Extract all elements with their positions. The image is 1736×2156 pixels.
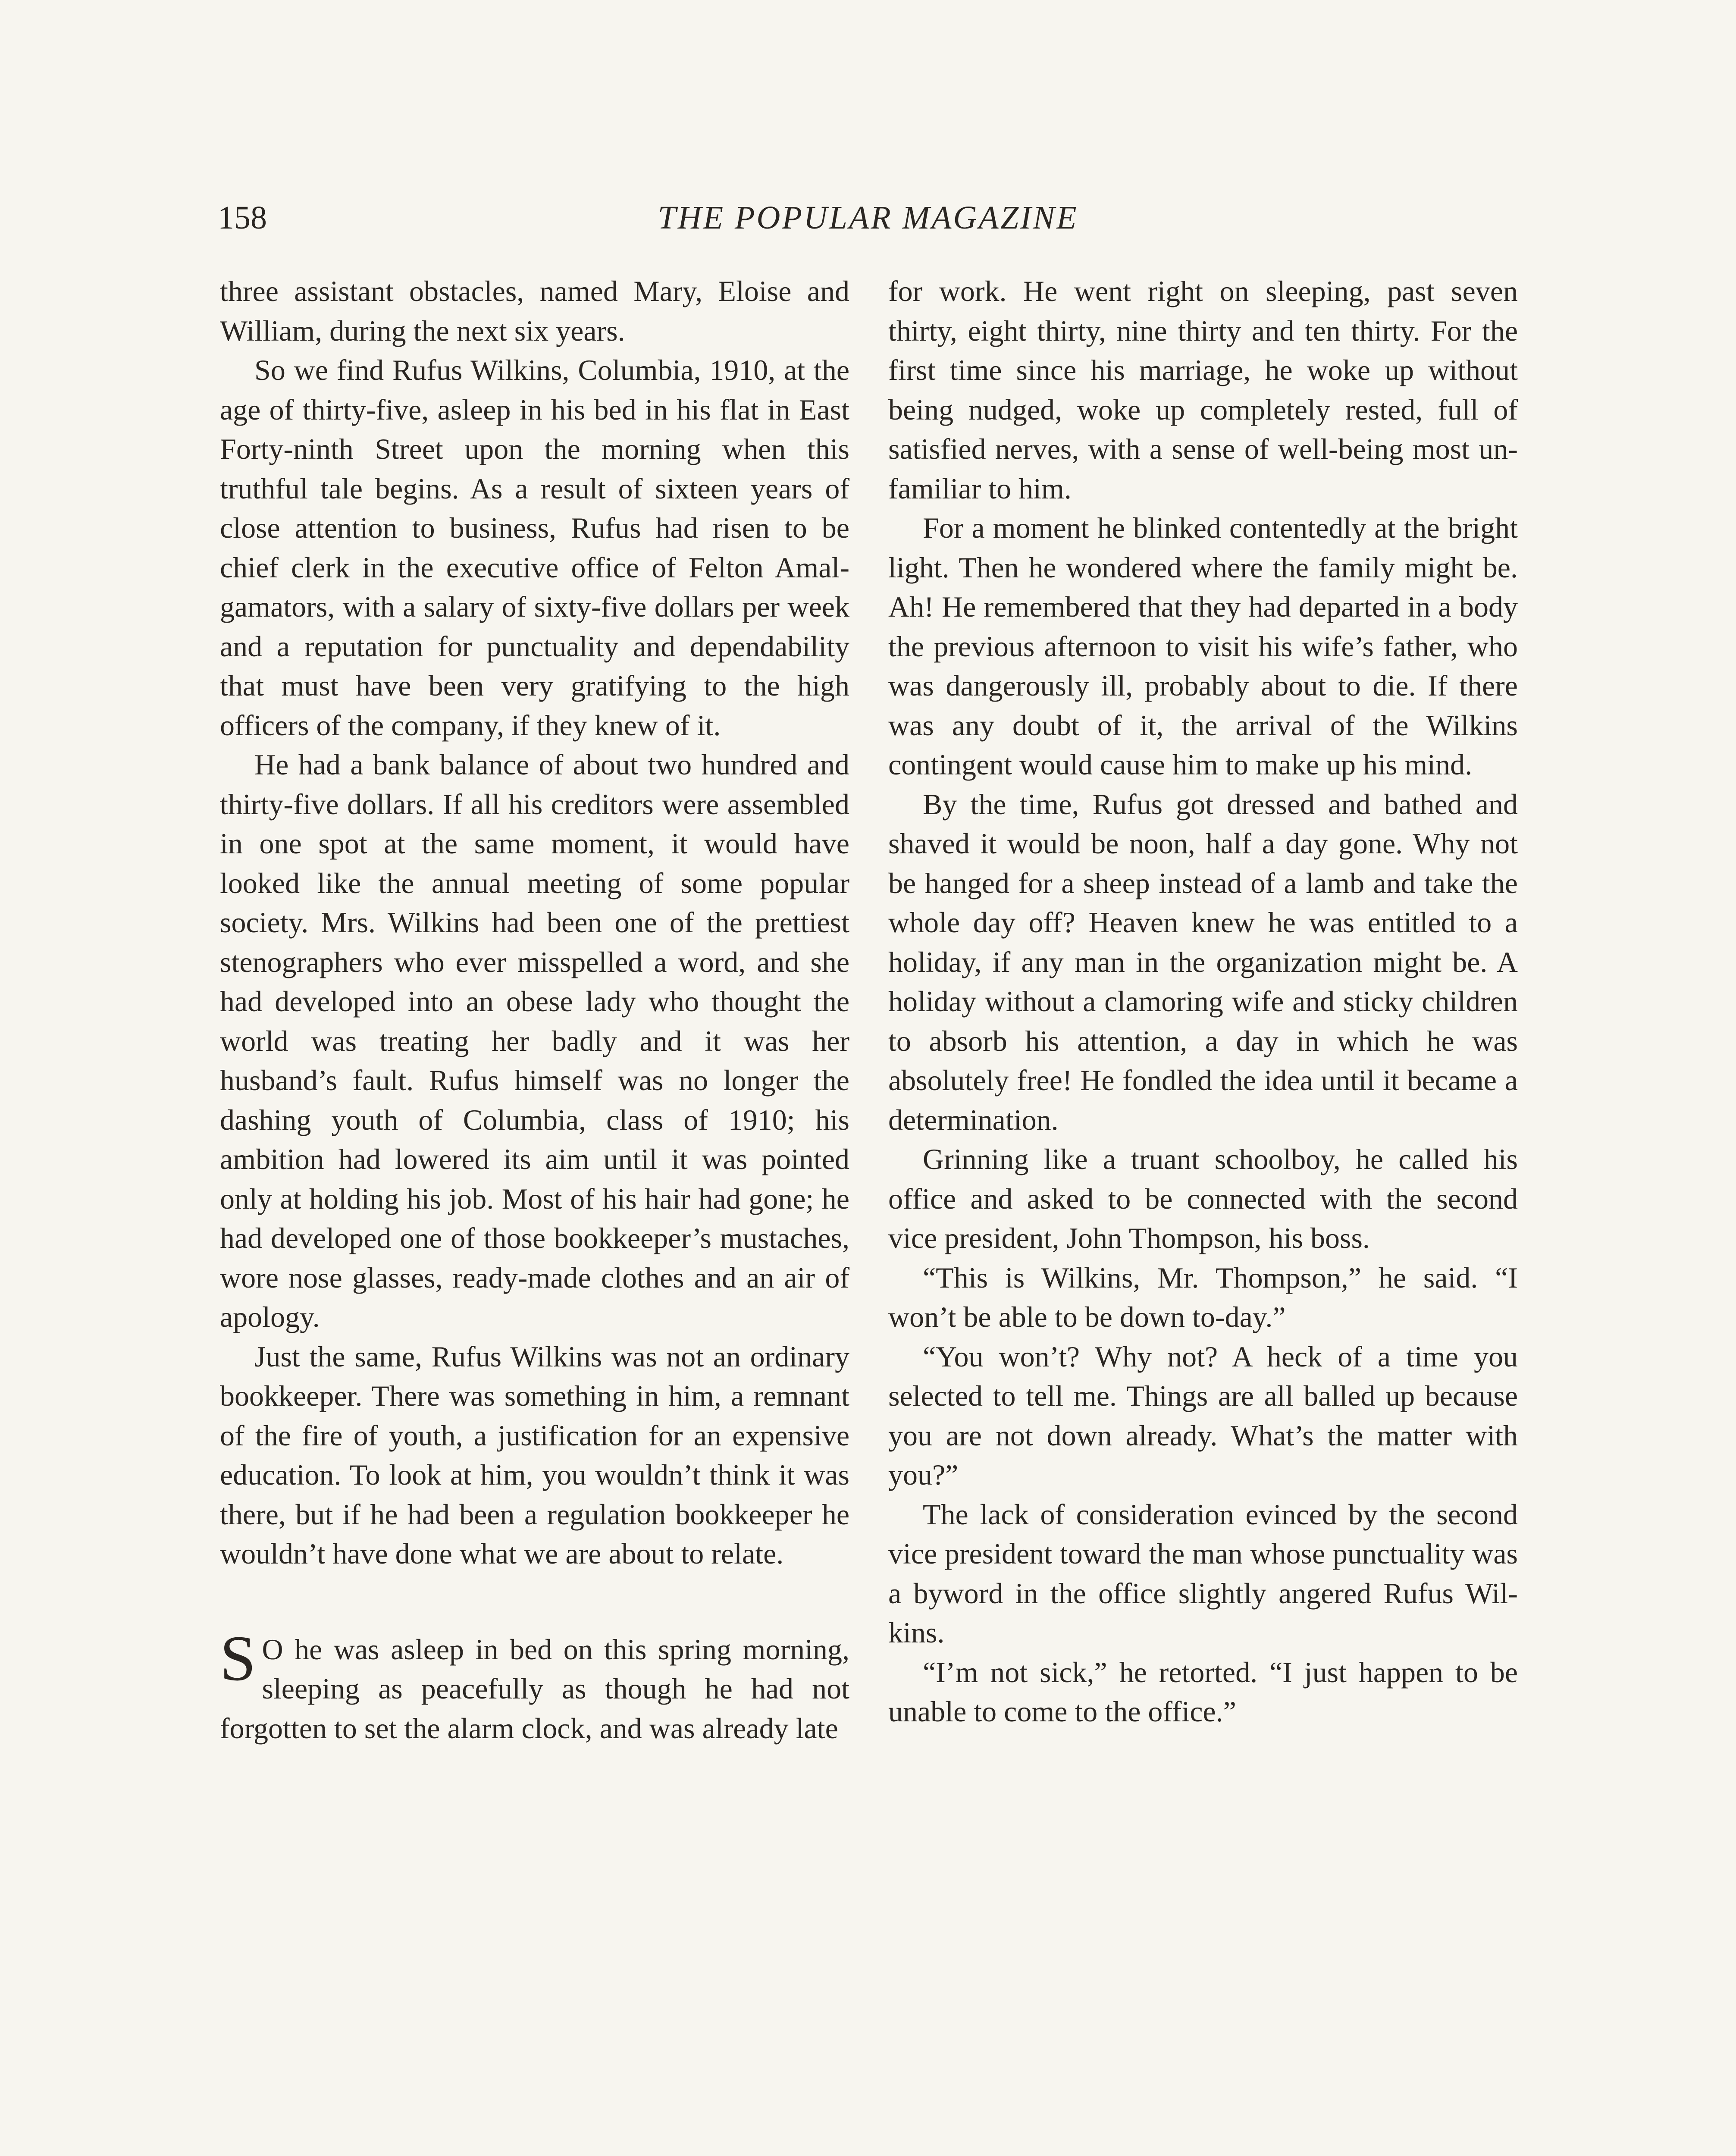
paragraph-text: O he was asleep in bed on this spring morning, sleeping as peacefully as though he had not forgotten to set the alarm clock, and was already late <box>220 1633 849 1745</box>
paragraph: “You won’t? Why not? A heck of a time you selected to tell me. Things are all balled up because you are not down already. What’s the matter with you?” <box>888 1340 1518 1491</box>
paragraph: The lack of consideration evinced by the second vice president toward the man whose punctuality was a byword in the office slightly angered Rufus Wilkins. <box>888 1498 1518 1649</box>
running-head: THE POPULAR MAGAZINE <box>658 200 1078 236</box>
section-opening-paragraph <box>220 1622 849 1749</box>
paragraph: for work. He went right on sleeping, past seven thirty, eight thirty, nine thirty and ten thirty. For the first time since his marriage, he woke up without being nudged, woke up completely rested, full of satisfied nerves, with a sense of well-being most unfamiliar to him. <box>888 275 1518 505</box>
paragraph: He had a bank balance of about two hundred and thirty-five dollars. If all his creditors were assembled in one spot at the same moment, it would have looked like the annual meeting of some popular society. Mrs. Wilkins had been one of the prettiest stenographers who ever misspelled a word, and she had developed into an obese lady who thought the world was treating her badly and it was her husband’s fault. Rufus himself was no longer the dashing youth of Columbia, class of 1910; his ambition had lowered its aim until it was pointed only at holding his job. Most of his hair had gone; he had developed one of those bookkeeper’s mustaches, wore nose glasses, ready-made clothes and an air of apology. <box>220 748 849 1333</box>
paragraph: Grinning like a truant schoolboy, he called his office and asked to be connected with the second vice president, John Thompson, his boss. <box>888 1143 1518 1254</box>
drop-cap: S <box>220 1622 256 1694</box>
paragraph: “This is Wilkins, Mr. Thompson,” he said. “I won’t be able to be down to-day.” <box>888 1261 1518 1333</box>
paragraph: For a moment he blinked contentedly at the bright light. Then he wondered where the family might be. Ah! He remembered that they had departed in a body the previous afternoon to visit his wife’s father, who was dangerously ill, probably about to die. If there was any doubt of it, the arrival of the Wilkins contingent would cause him to make up his mind. <box>888 511 1518 781</box>
paragraph: So we find Rufus Wilkins, Columbia, 1910, at the age of thirty-five, asleep in his bed in his flat in East Forty-ninth Street upon the morning when this truthful tale begins. As a result of sixteen years of close attention to business, Rufus had risen to be chief clerk in the executive office of Felton Amalgamators, with a salary of sixty-five dollars per week and a reputation for punctuality and dependability that must have been very gratifying to the high officers of the company, if they knew of it. <box>220 354 849 742</box>
paragraph: Just the same, Rufus Wilkins was not an ordinary bookkeeper. There was something in him, a remnant of the fire of youth, a justification for an expensive education. To look at him, you wouldn’t think it was there, but if he had been a regulation bookkeeper he wouldn’t have done what we are about to relate. <box>220 1340 849 1570</box>
right-column <box>888 272 1518 1732</box>
paragraph: By the time, Rufus got dressed and bathed and shaved it would be noon, half a day gone. Why not be hanged for a sheep instead of a lamb and take the whole day off? Heaven knew he was entitled to a holiday, if any man in the organization might be. A holiday without a clamoring wife and sticky children to absorb his attention, a day in which he was absolutely free! He fondled the idea until it became a determination. <box>888 787 1518 1136</box>
left-column <box>220 272 849 1748</box>
paragraph: three assistant obstacles, named Mary, Eloise and William, during the next six years. <box>220 275 849 347</box>
paragraph: “I’m not sick,” he retorted. “I just happen to be unable to come to the office.” <box>888 1655 1518 1728</box>
page-header <box>218 194 1518 241</box>
page-number: 158 <box>218 200 267 236</box>
